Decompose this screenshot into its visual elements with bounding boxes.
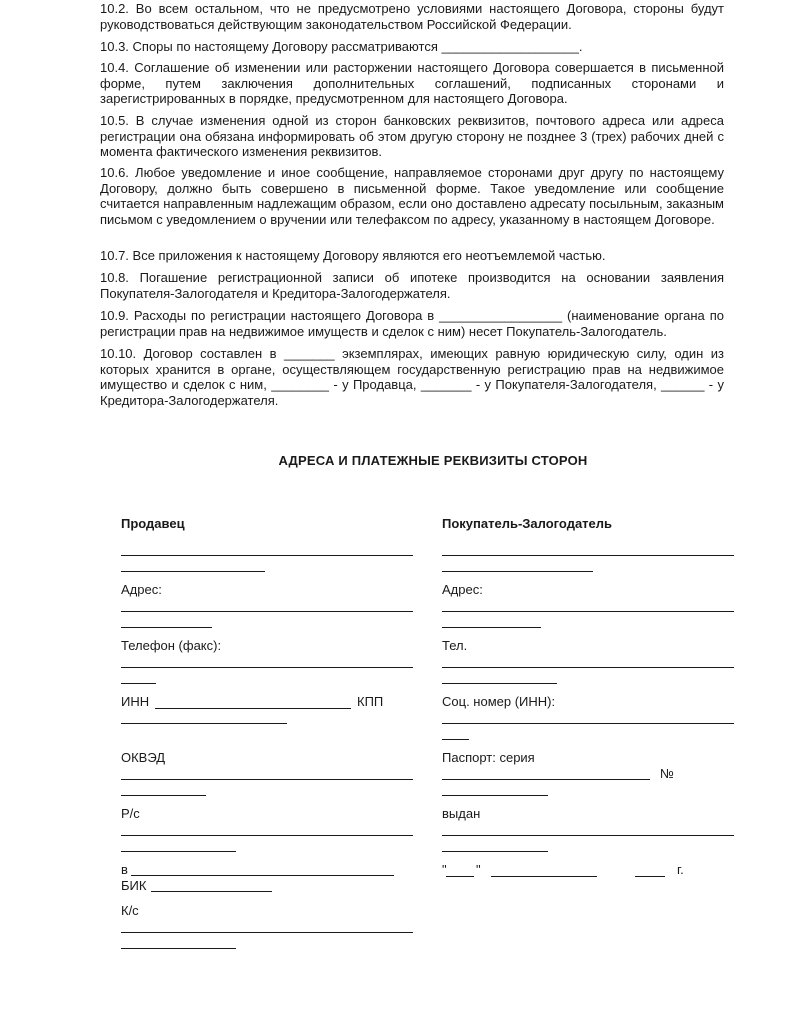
buyer-issued-label: выдан (442, 806, 481, 821)
seller-address-label: Адрес: (121, 582, 162, 597)
seller-account-field-cont[interactable] (121, 851, 236, 852)
clause-10-10: 10.10. Договор составлен в _______ экземплярах, имеющих равную юридическую силу, один из которых хранится в органе, осуществляющем государственную регистрацию прав на недвижимое имущество и сделок с ним, ________ - у Продавца, _______ - у Покупателя-Залогодателя, ______ - у Кредитора-Залогодержателя. (100, 346, 724, 408)
seller-bik-label: БИК (121, 878, 147, 893)
seller-okved-field[interactable] (121, 779, 413, 780)
clause-10-4: 10.4. Соглашение об изменении или расторжении настоящего Договора совершается в письменной форме, путем заключения дополнительных соглашений, подписанных сторонами и зарегистрированных в порядке, предусмотренном для настоящего Договора. (100, 60, 724, 106)
seller-address-field-cont[interactable] (121, 627, 212, 628)
section-heading: АДРЕСА И ПЛАТЕЖНЫЕ РЕКВИЗИТЫ СТОРОН (278, 453, 588, 468)
buyer-passport-label: Паспорт: серия (442, 750, 535, 765)
seller-phone-label: Телефон (факс): (121, 638, 222, 653)
seller-name-field[interactable] (121, 555, 413, 556)
seller-address-field[interactable] (121, 611, 413, 612)
buyer-title: Покупатель-Залогодатель (442, 516, 613, 531)
buyer-inn-field-cont[interactable] (442, 739, 469, 740)
clause-10-3: 10.3. Споры по настоящему Договору рассматриваются ___________________. (100, 39, 583, 54)
clause-10-5: 10.5. В случае изменения одной из сторон банковских реквизитов, почтового адреса или адреса регистрации она обязана информировать об этом другую сторону не позднее 3 (трех) рабочих дней с момента фактического изменения реквизитов. (100, 113, 724, 159)
buyer-date-day-field[interactable] (446, 876, 474, 877)
seller-phone-field-cont[interactable] (121, 683, 156, 684)
seller-corr-account-field[interactable] (121, 932, 413, 933)
seller-name-field-cont[interactable] (121, 571, 265, 572)
seller-phone-field[interactable] (121, 667, 413, 668)
seller-account-field[interactable] (121, 835, 413, 836)
buyer-inn-label: Соц. номер (ИНН): (442, 694, 556, 709)
buyer-phone-label: Тел. (442, 638, 468, 653)
clause-10-7: 10.7. Все приложения к настоящему Договору являются его неотъемлемой частью. (100, 248, 606, 263)
seller-inn-label: ИНН (121, 694, 150, 709)
seller-okved-field-cont[interactable] (121, 795, 206, 796)
buyer-date-month-field[interactable] (491, 876, 597, 877)
buyer-address-field-cont[interactable] (442, 627, 541, 628)
seller-inn-field[interactable] (155, 708, 351, 709)
buyer-inn-field[interactable] (442, 723, 734, 724)
clause-10-9: 10.9. Расходы по регистрации настоящего Договора в _________________ (наименование органа по регистрации прав на недвижимое имуществ и сделок с ним) несет Покупатель-Залогодатель. (100, 308, 724, 339)
buyer-passport-number-field[interactable] (442, 795, 548, 796)
buyer-name-field[interactable] (442, 555, 734, 556)
buyer-year-suffix: г. (677, 862, 684, 877)
seller-okved-label: ОКВЭД (121, 750, 166, 765)
buyer-issued-field[interactable] (442, 835, 734, 836)
buyer-phone-field[interactable] (442, 667, 734, 668)
seller-kpp-label: КПП (357, 694, 384, 709)
buyer-passport-series-field[interactable] (442, 779, 650, 780)
buyer-issued-field-cont[interactable] (442, 851, 548, 852)
seller-bank-label: в (121, 862, 128, 877)
seller-corr-account-label: К/с (121, 903, 139, 918)
buyer-address-field[interactable] (442, 611, 734, 612)
buyer-phone-field-cont[interactable] (442, 683, 557, 684)
buyer-address-label: Адрес: (442, 582, 483, 597)
buyer-date-open-quote: " (442, 862, 447, 877)
seller-bank-field[interactable] (131, 875, 394, 876)
buyer-date-year-field[interactable] (635, 876, 665, 877)
clause-10-6: 10.6. Любое уведомление и иное сообщение, направляемое сторонами друг другу по настоящему Договору, должно быть совершено в письменной форме. Такое уведомление или сообщение считается направленным надлежащим образом, если оно доставлено адресату посыльным, заказным письмом с уведомлением о вручении или телефаксом по адресу, указанному в настоящем Договоре. (100, 165, 724, 227)
seller-corr-account-field-cont[interactable] (121, 948, 236, 949)
buyer-date-close-quote: " (476, 862, 481, 877)
seller-account-label: Р/с (121, 806, 140, 821)
seller-title: Продавец (121, 516, 185, 531)
buyer-number-sign: № (660, 766, 674, 781)
seller-kpp-field[interactable] (121, 723, 287, 724)
clause-10-8: 10.8. Погашение регистрационной записи об ипотеке производится на основании заявления Покупателя-Залогодателя и Кредитора-Залогодержателя. (100, 270, 724, 301)
seller-bik-field[interactable] (151, 891, 272, 892)
clause-10-2: 10.2. Во всем остальном, что не предусмотрено условиями настоящего Договора, стороны будут руководствоваться действующим законодательством Российской Федерации. (100, 1, 724, 32)
buyer-name-field-cont[interactable] (442, 571, 593, 572)
